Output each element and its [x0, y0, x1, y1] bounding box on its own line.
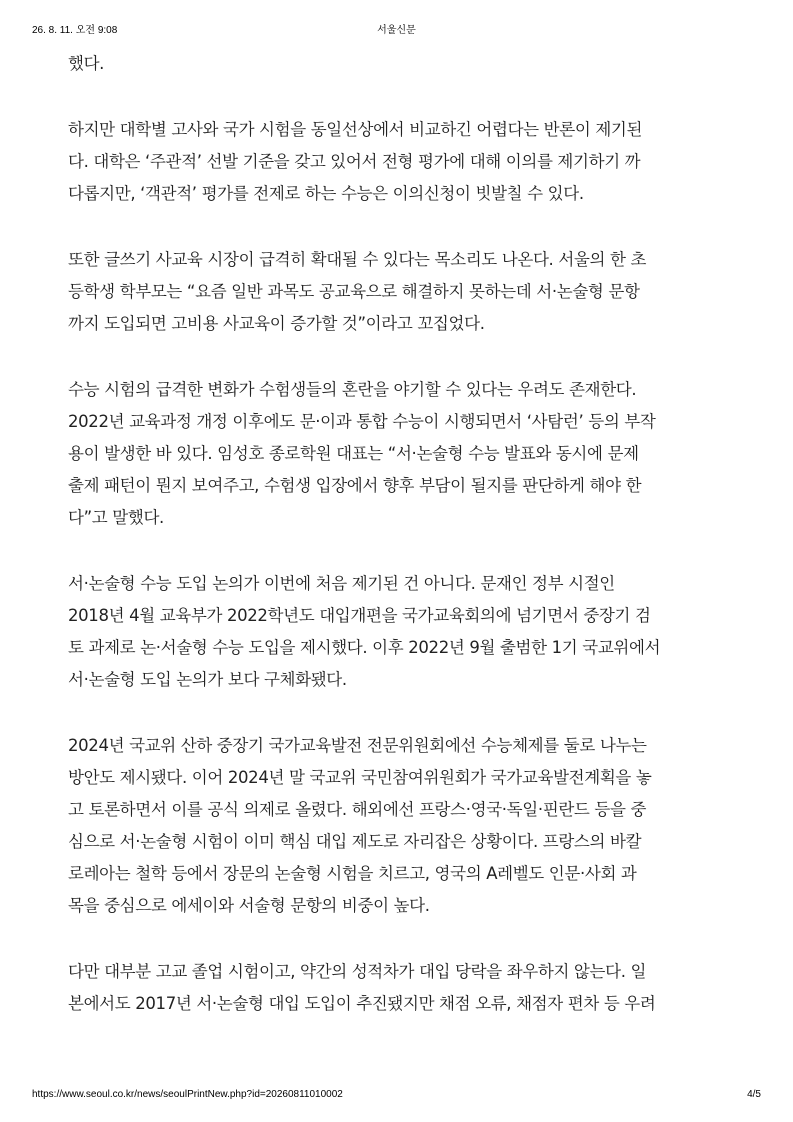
paragraph-line: 출제 패턴이 뭔지 보여주고, 수험생 입장에서 향후 부담이 될지를 판단하게 해야 한 [68, 476, 642, 495]
paragraph-line: 로레아는 철학 등에서 장문의 논술형 시험을 치르고, 영국의 A레벨도 인문·사회 과 [68, 864, 637, 883]
paragraph-line: 2022년 교육과정 개정 이후에도 문·이과 통합 수능이 시행되면서 ‘사탐런’ 등의 부작 [68, 412, 656, 431]
page-number: 4/5 [747, 1089, 761, 1100]
paragraph-line: 했다. [68, 54, 105, 73]
paragraph-line: 목을 중심으로 에세이와 서술형 문항의 비중이 높다. [68, 896, 430, 915]
article-paragraph [68, 956, 708, 1020]
article-paragraph [68, 730, 708, 922]
paragraph-line: 토 과제로 논·서술형 수능 도입을 제시했다. 이후 2022년 9월 출범한 1기 국교위에서 [68, 638, 661, 657]
paragraph-line: 서·논술형 도입 논의가 보다 구체화됐다. [68, 670, 347, 689]
paragraph-gap [68, 696, 708, 730]
paragraph-line: 고 토론하면서 이를 공식 의제로 올렸다. 해외에선 프랑스·영국·독일·핀란드 등을 중 [68, 800, 647, 819]
print-url: https://www.seoul.co.kr/news/seoulPrintNew.php?id=20260811010002 [32, 1089, 343, 1100]
paragraph-line: 다롭지만, ‘객관적’ 평가를 전제로 하는 수능은 이의신청이 빗발칠 수 있다. [68, 184, 584, 203]
article-paragraph [68, 48, 708, 80]
paragraph-line: 수능 시험의 급격한 변화가 수험생들의 혼란을 야기할 수 있다는 우려도 존재한다. [68, 380, 637, 399]
article-paragraph [68, 568, 708, 696]
paragraph-line: 까지 도입되면 고비용 사교육이 증가할 것”이라고 꼬집었다. [68, 314, 485, 333]
paragraph-line: 방안도 제시됐다. 이어 2024년 말 국교위 국민참여위원회가 국가교육발전계획을 놓 [68, 768, 652, 787]
paragraph-line: 본에서도 2017년 서·논술형 대입 도입이 추진됐지만 채점 오류, 채점자 편차 등 우려 [68, 994, 656, 1013]
article-paragraph [68, 374, 708, 534]
article-paragraph [68, 244, 708, 340]
paragraph-line: 2024년 국교위 산하 중장기 국가교육발전 전문위원회에선 수능체제를 둘로 나누는 [68, 736, 647, 755]
paragraph-line: 하지만 대학별 고사와 국가 시험을 동일선상에서 비교하긴 어렵다는 반론이 제기된 [68, 120, 643, 139]
print-datetime: 26. 8. 11. 오전 9:08 [32, 25, 118, 36]
site-name: 서울신문 [377, 25, 416, 36]
paragraph-line: 또한 글쓰기 사교육 시장이 급격히 확대될 수 있다는 목소리도 나온다. 서울의 한 초 [68, 250, 647, 269]
article-paragraph [68, 114, 708, 210]
paragraph-line: 다”고 말했다. [68, 508, 164, 527]
article-body [68, 48, 708, 1088]
paragraph-line: 심으로 서·논술형 시험이 이미 핵심 대입 제도로 자리잡은 상황이다. 프랑스의 바칼 [68, 832, 642, 851]
paragraph-gap [68, 210, 708, 244]
paragraph-line: 다만 대부분 고교 졸업 시험이고, 약간의 성적차가 대입 당락을 좌우하지 않는다. 일 [68, 962, 647, 981]
paragraph-line: 용이 발생한 바 있다. 임성호 종로학원 대표는 “서·논술형 수능 발표와 동시에 문제 [68, 444, 639, 463]
paragraph-gap [68, 80, 708, 114]
paragraph-gap [68, 340, 708, 374]
paragraph-gap [68, 534, 708, 568]
paragraph-line: 다. 대학은 ‘주관적’ 선발 기준을 갖고 있어서 전형 평가에 대해 이의를 제기하기 까 [68, 152, 641, 171]
paragraph-line: 서·논술형 수능 도입 논의가 이번에 처음 제기된 건 아니다. 문재인 정부 시절인 [68, 574, 615, 593]
paragraph-line: 등학생 학부모는 “요즘 일반 과목도 공교육으로 해결하지 못하는데 서·논술형 문항 [68, 282, 640, 301]
paragraph-gap [68, 922, 708, 956]
paragraph-line: 2018년 4월 교육부가 2022학년도 대입개편을 국가교육회의에 넘기면서 중장기 검 [68, 606, 651, 625]
